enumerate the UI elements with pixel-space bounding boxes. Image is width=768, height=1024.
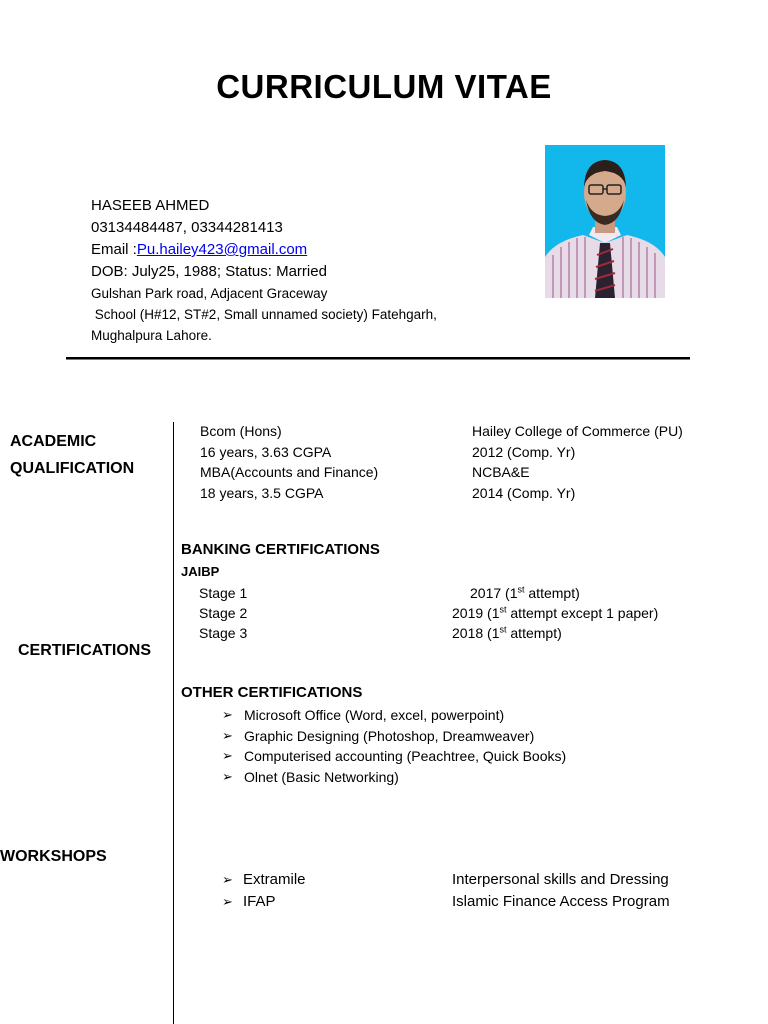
workshop-name-2: IFAP xyxy=(243,893,276,910)
other-cert-item-4: Olnet (Basic Networking) xyxy=(244,769,399,785)
stage-result-1: 2017 (1st attempt) xyxy=(470,584,580,601)
banking-heading: BANKING CERTIFICATIONS xyxy=(181,541,380,558)
other-certifications-heading: OTHER CERTIFICATIONS xyxy=(181,684,363,701)
academic-left-4: 18 years, 3.5 CGPA xyxy=(200,485,324,501)
email-line xyxy=(91,241,307,258)
workshop-desc-2: Islamic Finance Access Program xyxy=(452,893,670,910)
stage-label-3: Stage 3 xyxy=(199,625,248,641)
column-divider xyxy=(173,422,174,1024)
email-link[interactable]: Pu.hailey423@gmail.com xyxy=(136,241,308,258)
jaibp-heading: JAIBP xyxy=(181,564,220,579)
bullet-icon: ➢ xyxy=(222,748,233,763)
workshop-name-1: Extramile xyxy=(243,871,306,888)
section-certifications: CERTIFICATIONS xyxy=(18,642,152,659)
email-label: Email : xyxy=(91,241,137,258)
bullet-icon: ➢ xyxy=(222,894,233,909)
bullet-icon: ➢ xyxy=(222,707,233,722)
bullet-icon: ➢ xyxy=(222,872,233,887)
academic-left-2: 16 years, 3.63 CGPA xyxy=(200,444,332,460)
academic-right-2: 2012 (Comp. Yr) xyxy=(472,444,576,460)
bullet-icon: ➢ xyxy=(222,769,233,784)
section-workshops: WORKSHOPS xyxy=(0,848,107,865)
academic-left-1: Bcom (Hons) xyxy=(200,423,282,439)
phone-numbers: 03134484487, 03344281413 xyxy=(91,219,283,236)
section-academic-line-2: QUALIFICATION xyxy=(10,460,135,477)
stage-label-1: Stage 1 xyxy=(199,585,248,601)
section-academic-line-1: ACADEMIC xyxy=(10,433,97,450)
dob-status: DOB: July25, 1988; Status: Married xyxy=(91,263,327,280)
academic-right-3: NCBA&E xyxy=(472,464,530,480)
stage-result-3: 2018 (1st attempt) xyxy=(452,624,562,641)
applicant-name: HASEEB AHMED xyxy=(91,197,210,214)
academic-left-3: MBA(Accounts and Finance) xyxy=(200,464,379,480)
page-title: CURRICULUM VITAE xyxy=(216,68,552,105)
stage-result-2: 2019 (1st attempt except 1 paper) xyxy=(452,604,659,621)
address-line-1: Gulshan Park road, Adjacent Graceway xyxy=(91,286,328,301)
stage-label-2: Stage 2 xyxy=(199,605,248,621)
academic-right-4: 2014 (Comp. Yr) xyxy=(472,485,576,501)
other-cert-item-3: Computerised accounting (Peachtree, Quick Books) xyxy=(244,748,567,764)
academic-right-1: Hailey College of Commerce (PU) xyxy=(472,423,683,439)
workshop-desc-1: Interpersonal skills and Dressing xyxy=(452,871,669,888)
other-cert-item-1: Microsoft Office (Word, excel, powerpoint) xyxy=(244,707,505,723)
address-line-2: School (H#12, ST#2, Small unnamed society) Fatehgarh, xyxy=(91,307,437,322)
other-cert-item-2: Graphic Designing (Photoshop, Dreamweaver) xyxy=(244,728,535,744)
bullet-icon: ➢ xyxy=(222,728,233,743)
address-line-3: Mughalpura Lahore. xyxy=(91,328,212,343)
profile-photo xyxy=(545,145,665,298)
header-divider xyxy=(66,357,690,360)
